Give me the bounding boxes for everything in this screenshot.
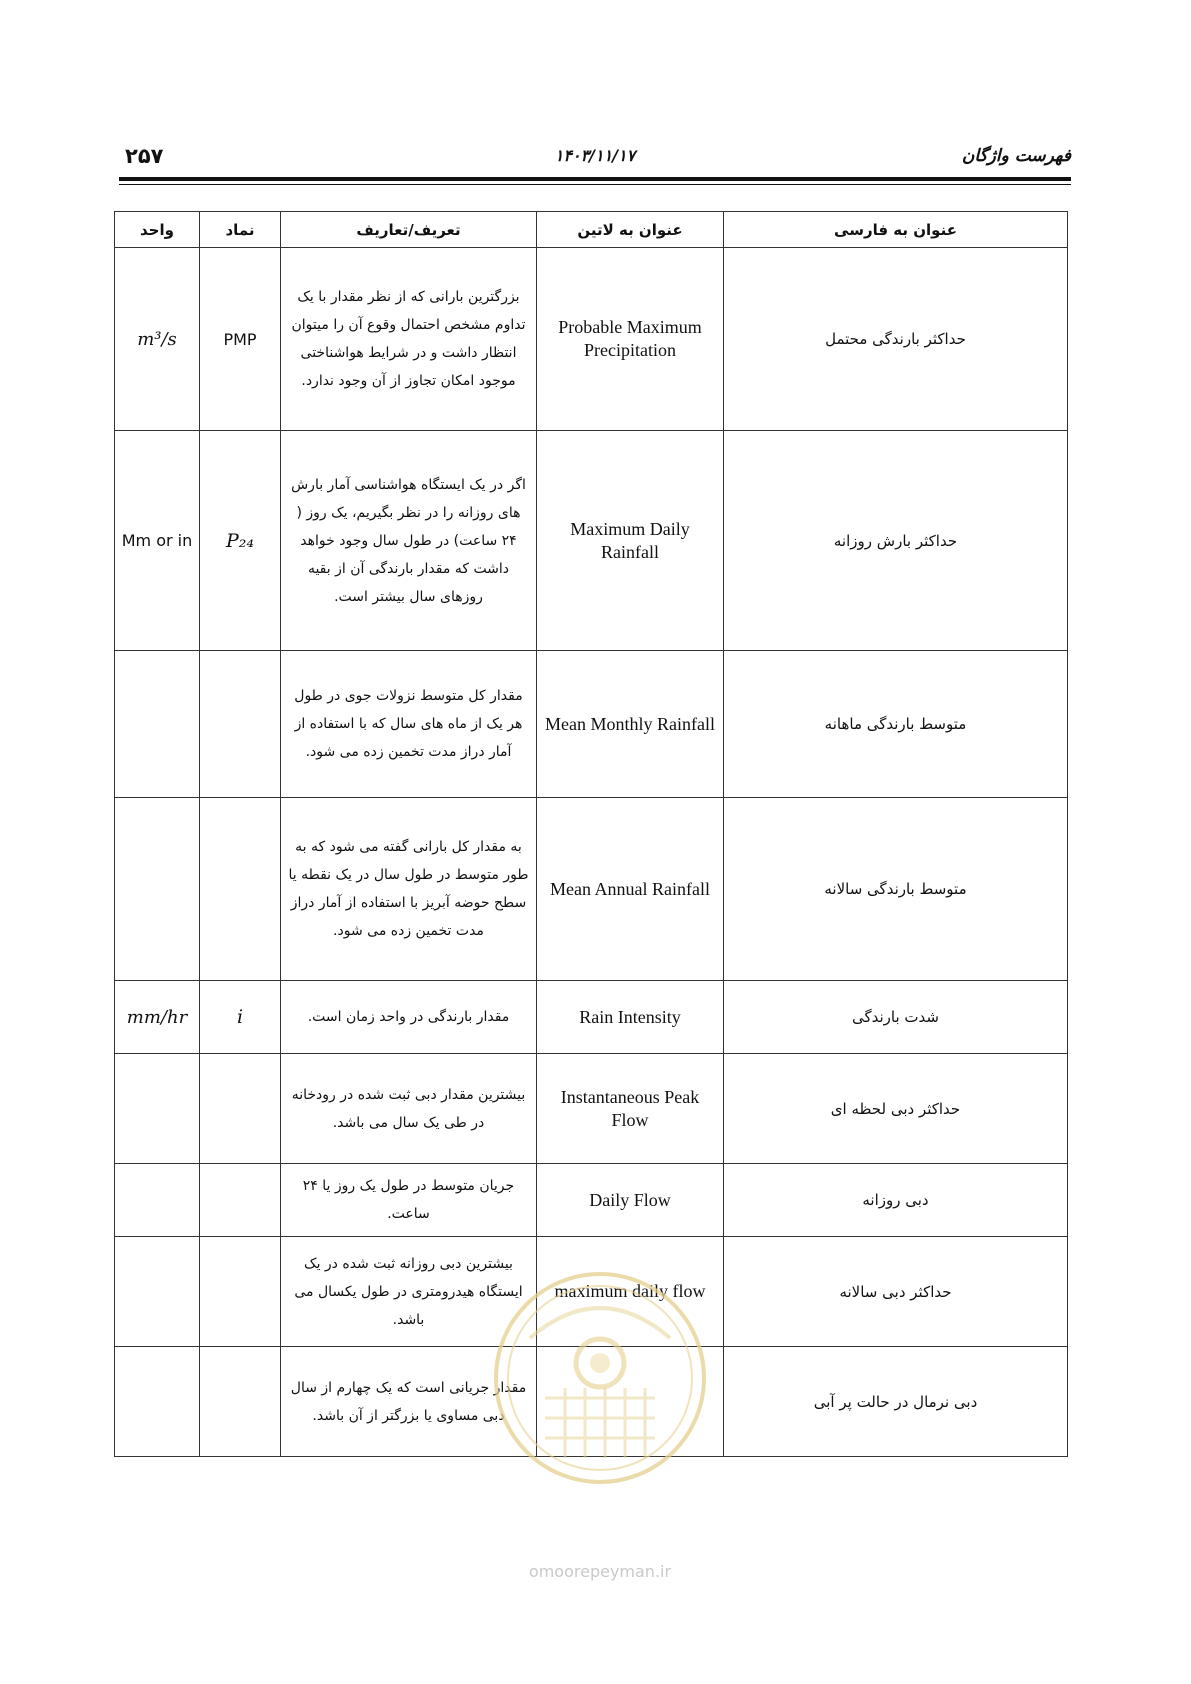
unit-cell [115,1054,200,1164]
col-header-symbol: نماد [200,212,281,248]
unit-cell [115,1347,200,1457]
header-rule-thick [119,177,1071,181]
symbol-cell [200,1054,281,1164]
definition-cell: مقدار کل متوسط نزولات جوی در طول هر یک از ماه های سال که با استفاده از آمار دراز مدت تخمین زده می شود. [281,651,537,798]
table-row [115,1054,1068,1164]
symbol-cell [200,1237,281,1347]
page-header [119,146,1071,172]
unit-cell [115,1237,200,1347]
unit-cell [115,798,200,981]
table-row [115,651,1068,798]
table-row [115,798,1068,981]
persian-title-cell: شدت بارندگی [724,981,1068,1054]
symbol-cell [200,651,281,798]
header-rule-thin [119,184,1071,185]
definition-cell: جریان متوسط در طول یک روز یا ۲۴ ساعت. [281,1164,537,1237]
definition-cell: اگر در یک ایستگاه هواشناسی آمار بارش های روزانه را در نظر بگیریم، یک روز ( ۲۴ ساعت) در طول سال وجود خواهد داشت که مقدار بارندگی آن از بقیه روزهای سال بیشتر است. [281,431,537,651]
table-header-row [115,212,1068,248]
table-row [115,1164,1068,1237]
persian-title-cell: متوسط بارندگی سالانه [724,798,1068,981]
glossary-table [114,211,1068,1457]
latin-title-cell: Mean Annual Rainfall [537,798,724,981]
definition-cell: بیشترین مقدار دبی ثبت شده در رودخانه در طی یک سال می باشد. [281,1054,537,1164]
latin-title-cell [537,1347,724,1457]
latin-title-cell: maximum daily flow [537,1237,724,1347]
unit-cell [115,651,200,798]
section-title: فهرست واژگان [961,146,1071,166]
definition-cell: مقدار بارندگی در واحد زمان است. [281,981,537,1054]
persian-title-cell: حداکثر دبی لحظه ای [724,1054,1068,1164]
symbol-cell [200,1164,281,1237]
latin-title-cell: Mean Monthly Rainfall [537,651,724,798]
definition-cell: بیشترین دبی روزانه ثبت شده در یک ایستگاه هیدرومتری در طول یکسال می باشد. [281,1237,537,1347]
col-header-persian: عنوان به فارسی [724,212,1068,248]
symbol-cell: PMP [200,248,281,431]
col-header-unit: واحد [115,212,200,248]
watermark-site: omoorepeyman.ir [528,1562,672,1581]
persian-title-cell: دبی روزانه [724,1164,1068,1237]
table-row [115,981,1068,1054]
latin-title-cell: Rain Intensity [537,981,724,1054]
table-row [115,1347,1068,1457]
page-number: ۲۵۷ [125,144,164,168]
symbol-cell: P₂₄ [200,431,281,651]
unit-cell: m³/s [115,248,200,431]
persian-title-cell: متوسط بارندگی ماهانه [724,651,1068,798]
persian-title-cell: حداکثر بارندگی محتمل [724,248,1068,431]
persian-title-cell: دبی نرمال در حالت پر آبی [724,1347,1068,1457]
symbol-cell [200,798,281,981]
header-date: ۱۴۰۳/۱۱/۱۷ [554,146,636,165]
latin-title-cell: Instantaneous Peak Flow [537,1054,724,1164]
col-header-definition: تعریف/تعاریف [281,212,537,248]
persian-title-cell: حداکثر بارش روزانه [724,431,1068,651]
definition-cell: مقدار جریانی است که یک چهارم از سال دبی مساوی یا بزرگتر از آن باشد. [281,1347,537,1457]
symbol-cell: i [200,981,281,1054]
table-row [115,248,1068,431]
unit-cell [115,1164,200,1237]
persian-title-cell: حداکثر دبی سالانه [724,1237,1068,1347]
table-row [115,431,1068,651]
latin-title-cell: Daily Flow [537,1164,724,1237]
definition-cell: بزرگترین بارانی که از نظر مقدار با یک تداوم مشخص احتمال وقوع آن را میتوان انتظار داشت و در شرایط هواشناختی موجود امکان تجاوز از آن وجود ندارد. [281,248,537,431]
col-header-latin: عنوان به لاتین [537,212,724,248]
symbol-cell [200,1347,281,1457]
latin-title-cell: Maximum Daily Rainfall [537,431,724,651]
unit-cell: mm/hr [115,981,200,1054]
unit-cell: Mm or in [115,431,200,651]
latin-title-cell: Probable Maximum Precipitation [537,248,724,431]
definition-cell: به مقدار کل بارانی گفته می شود که به طور متوسط در طول سال در یک نقطه یا سطح حوضه آبریز با استفاده از آمار دراز مدت تخمین زده می شود. [281,798,537,981]
table-row [115,1237,1068,1347]
